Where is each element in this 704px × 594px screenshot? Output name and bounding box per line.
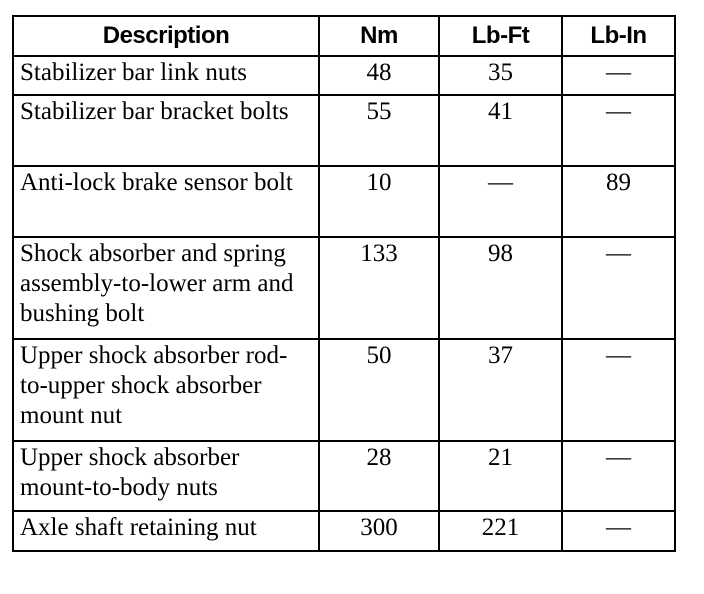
cell-lb-in: — bbox=[562, 339, 675, 441]
header-nm: Nm bbox=[319, 16, 439, 56]
cell-description: Stabilizer bar link nuts bbox=[13, 56, 319, 95]
cell-lb-in: — bbox=[562, 441, 675, 511]
table-row bbox=[13, 339, 675, 441]
cell-lb-in: — bbox=[562, 511, 675, 551]
table-row bbox=[13, 95, 675, 166]
cell-lb-ft: 35 bbox=[439, 56, 562, 95]
header-lb-in: Lb-In bbox=[562, 16, 675, 56]
header-lb-ft: Lb-Ft bbox=[439, 16, 562, 56]
cell-description: Axle shaft retaining nut bbox=[13, 511, 319, 551]
cell-description: Upper shock absorber mount-to-body nuts bbox=[13, 441, 319, 511]
table-row bbox=[13, 511, 675, 551]
table-row bbox=[13, 56, 675, 95]
cell-description: Stabilizer bar bracket bolts bbox=[13, 95, 319, 166]
cell-nm: 133 bbox=[319, 237, 439, 339]
cell-lb-ft: 98 bbox=[439, 237, 562, 339]
cell-lb-ft: 21 bbox=[439, 441, 562, 511]
cell-nm: 55 bbox=[319, 95, 439, 166]
cell-description: Upper shock absorber rod-to-upper shock absorber mount nut bbox=[13, 339, 319, 441]
cell-nm: 300 bbox=[319, 511, 439, 551]
cell-nm: 50 bbox=[319, 339, 439, 441]
header-description: Description bbox=[13, 16, 319, 56]
cell-lb-ft: — bbox=[439, 166, 562, 237]
table-row bbox=[13, 237, 675, 339]
cell-lb-in: — bbox=[562, 237, 675, 339]
cell-lb-ft: 41 bbox=[439, 95, 562, 166]
cell-lb-in: 89 bbox=[562, 166, 675, 237]
cell-nm: 48 bbox=[319, 56, 439, 95]
cell-lb-ft: 37 bbox=[439, 339, 562, 441]
cell-lb-ft: 221 bbox=[439, 511, 562, 551]
cell-nm: 10 bbox=[319, 166, 439, 237]
cell-description: Anti-lock brake sensor bolt bbox=[13, 166, 319, 237]
table-row bbox=[13, 166, 675, 237]
cell-lb-in: — bbox=[562, 56, 675, 95]
torque-spec-table bbox=[12, 15, 676, 552]
table-header-row bbox=[13, 16, 675, 56]
cell-nm: 28 bbox=[319, 441, 439, 511]
table-row bbox=[13, 441, 675, 511]
cell-description: Shock absorber and spring assembly-to-lower arm and bushing bolt bbox=[13, 237, 319, 339]
cell-lb-in: — bbox=[562, 95, 675, 166]
